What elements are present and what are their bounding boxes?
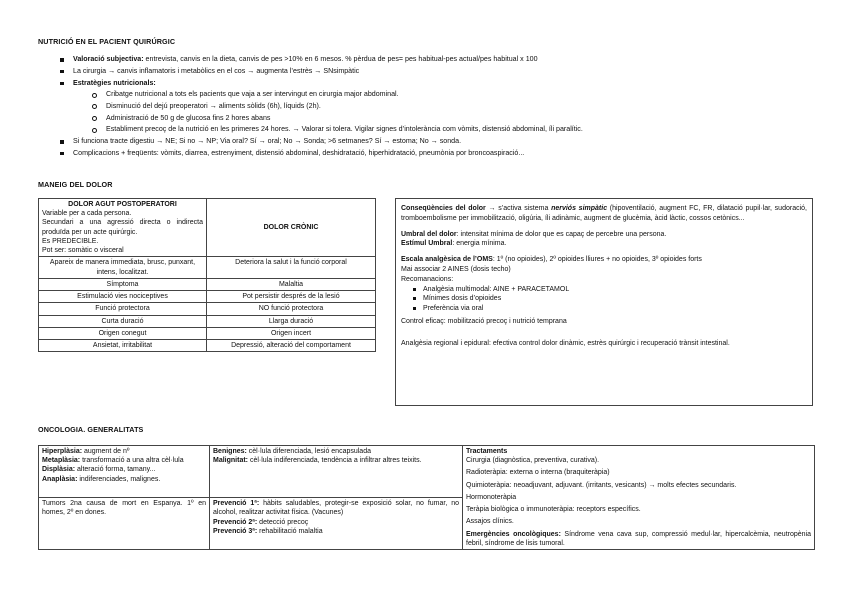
acute-desc-line: Pot ser: somàtic o visceral [42,247,124,255]
table-cell: Funció protectora [39,303,207,315]
table-cell: Origen conegut [39,327,207,339]
treatment-line: Quimioteràpia: neoadjuvant, adjuvant. (irritants, vesicants) → molts efectes secundaris. [466,481,737,489]
pain-notes-box [395,198,813,406]
table-cell: NO funció protectora [207,303,376,315]
prevention-tertiary: Prevenció 3ª: rehabilitació malaltia [213,527,323,535]
list-item: Valoració subjectiva: entrevista, canvis en la dieta, canvis de pes >10% en 6 mesos. % pèrdua de pes= pes habitual-pes actual/pes habitual x 100 [60,55,820,65]
table-cell: Símptoma [39,278,207,290]
tumor-mortality-cell: Tumors 2na causa de mort en Espanya. 1º en homes, 2º en dones. [39,498,210,550]
section-title-nutricio: NUTRICIÓ EN EL PACIENT QUIRÚRGIC [38,37,176,46]
list-item: Si funciona tracte digestiu → NE; Si no → NP; Via oral? Sí → oral; No → Sonda; >6 setmanes? Sí → estoma; No → sonda. [60,137,820,147]
who-analgesic-ladder: Escala analgèsica de l’OMS: 1º (no opioides), 2º opioides lliures + no opioides, 3º opioides forts [401,256,702,264]
pain-comparison-table [38,198,376,352]
threshold-stimulus: Estímul Umbral: energia mínima. [401,240,507,248]
table-cell: Depressió, alteració del comportament [207,340,376,352]
table-row [39,327,376,339]
table-cell: Apareix de manera immediata, brusc, punxant, intens, localitzat. [39,257,207,278]
table-row [39,257,376,278]
table-cell: Malaltia [207,278,376,290]
anaplasia: Anaplàsia: indiferenciades, malignes. [42,475,161,483]
nutricio-list [60,55,820,161]
table-cell: Estimulació vies nociceptives [39,291,207,303]
list-item: Preferència via oral [401,304,807,314]
malignancy: Malignitat: cèl·lula indiferenciada, tendència a infiltrar altres teixits. [213,457,422,465]
table-row [39,340,376,352]
benign: Benignes: cèl·lula diferenciada, lesió encapsulada [213,448,371,455]
prevention-cell [210,498,463,550]
prevention-primary: Prevenció 1ª: hàbits saludables, protegir-se exposició solar, no fumar, no alcohol, realitzar activitat física. (Vacunes) [213,500,459,517]
tumor-types-cell [210,446,463,498]
treatment-line: Hormonoteràpia [466,493,517,501]
table-row [39,278,376,290]
list-item: Mínimes dosis d’opioides [401,294,807,304]
table-row [39,446,815,498]
tissue-changes-cell [39,446,210,498]
treatments-cell [463,446,815,550]
table-row [39,303,376,315]
table-row [39,291,376,303]
table-row [39,199,376,257]
treatment-line: Assajos clínics. [466,518,514,526]
pain-threshold: Umbral del dolor: intensitat mínima de dolor que es capaç de percebre una persona. [401,230,667,238]
list-item: Complicacions + freqüents: vòmits, diarrea, estrenyiment, distensió abdominal, deshidratació, hiperhidratació, pneumònia por broncoaspiració... [60,149,820,159]
acute-desc-line: Variable per a cada persona. [42,210,132,218]
sub-list-item: Establiment precoç de la nutrició en les primeres 24 hores. → Valorar si tolera. Vigilar signes d’intolerància com vòmits, distensió abdominal, íli paralític. [90,125,820,135]
metaplasia: Metaplàsia: transformació a una altra cèl·lula [42,457,184,465]
table-cell: Llarga duració [207,315,376,327]
dysplasia: Displàsia: alteració forma, tamany... [42,466,156,474]
sub-list-item: Disminució del dejú preoperatori → aliments sòlids (6h), líquids (2h). [90,102,820,112]
effective-control: Control eficaç: mobilització precoç i nutrició temprana [401,317,567,325]
recommendations-label: Recomanacions: [401,275,454,283]
treatment-line: Radioteràpia: externa o interna (braquiteràpia) [466,469,610,477]
oncologic-emergencies: Emergències oncològiques: Síndrome vena cava sup, compressió medul·lar, hipercalcèmia, neutropènia febril, síndrome de lisis tumoral. [466,530,812,547]
treatment-line: Cirurgia (diagnòstica, preventiva, curativa). [466,457,600,465]
oncology-table [38,445,815,550]
treatment-line: Teràpia biològica o immunoteràpia: receptors específics. [466,506,641,514]
aines-note: Mai associar 2 AINES (dosis techo) [401,265,511,273]
acute-desc-line: Es PREDECIBLE. [42,237,99,245]
table-cell: Deteriora la salut i la funció corporal [207,257,376,278]
table-cell: Ansietat, irritabilitat [39,340,207,352]
sub-list-item: Administració de 50 g de glucosa fins 2 hores abans [90,114,820,124]
prevention-secondary: Prevenció 2ª: detecció precoç [213,518,309,526]
regional-analgesia: Analgèsia regional i epidural: efectiva control dolor dinàmic, estrès quirúrgic i recuperació trànsit intestinal. [401,339,730,347]
recommendations-list [401,285,807,314]
acute-pain-cell [39,199,207,257]
nutricio-sublist [73,90,820,135]
sub-list-item: Cribatge nutricional a tots els pacients que vaja a ser intervingut en cirurgia major abdominal. [90,90,820,100]
section-title-oncologia: ONCOLOGIA. GENERALITATS [38,425,144,434]
chronic-pain-header: DOLOR CRÒNIC [207,199,376,257]
table-cell: Pot persistir després de la lesió [207,291,376,303]
acute-pain-header: DOLOR AGUT POSTOPERATORI [68,201,177,208]
table-row [39,315,376,327]
list-item: Estratègies nutricionals: Cribatge nutricional a tots els pacients que vaja a ser intervingut en cirurgia major abdominal. Disminució del dejú preoperatori → aliments sòlids (6h), líquids (2h). Administració de 50 g de glucosa fins 2 hores abans Establiment precoç de la nutrició en les primeres 24 hores. → Valorar si tolera. Vigilar signes d’intolerància com vòmits, distensió abdominal, íli paralític. [60,79,820,135]
treatments-header: Tractaments [466,448,508,455]
list-item: Analgèsia multimodal: AINE + PARACETAMOL [401,285,807,295]
table-cell: Origen incert [207,327,376,339]
table-cell: Curta duració [39,315,207,327]
acute-desc-line: Secundari a una agressió directa o indirecta produïda per un acte quirúrgic. [42,219,203,236]
pain-consequences: Conseqüències del dolor → s’activa sistema nerviós simpàtic (hipoventilació, augment FC, FR, dilatació pupil·lar, sudoració, tromboembolisme per immobilització, oligúria, íli adinàmic, augment de glucèmia, àcid làctic, cossos cetònics... [401,205,807,222]
section-title-dolor: MANEIG DEL DOLOR [38,180,113,189]
list-item: La cirurgia → canvis inflamatoris i metabòlics en el cos → augmenta l’estrès → SNsimpàtic [60,67,820,77]
hyperplasia: Hiperplàsia: augment de nº [42,448,130,455]
